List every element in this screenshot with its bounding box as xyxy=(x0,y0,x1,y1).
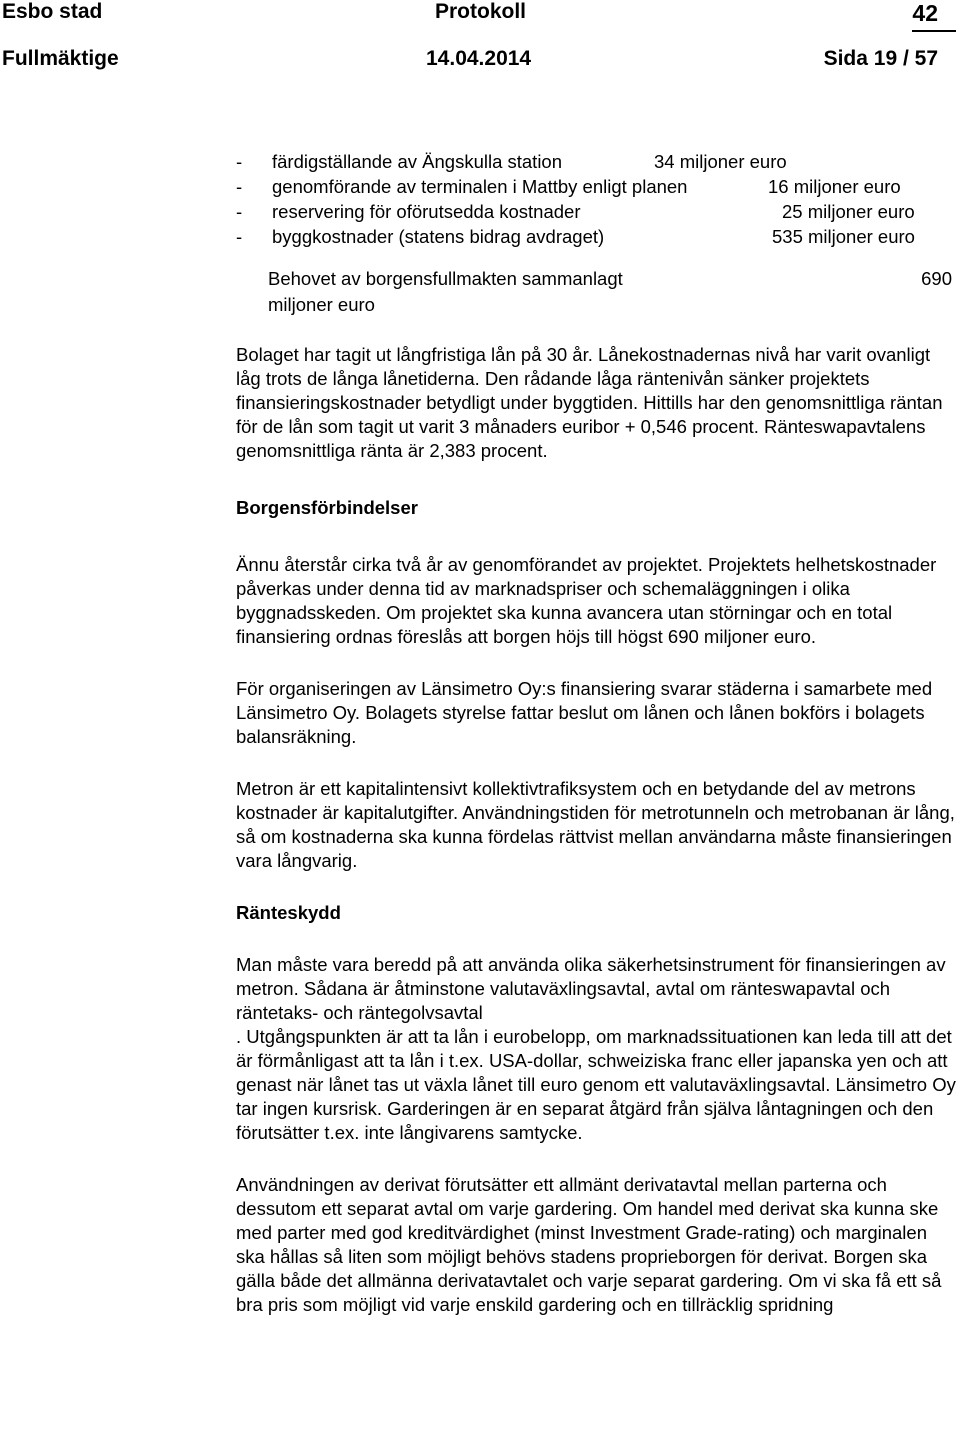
cost-item-label: genomförande av terminalen i Mattby enligt planen xyxy=(272,176,688,197)
cost-item xyxy=(236,150,956,175)
cost-item xyxy=(236,225,956,250)
page-number: 42 xyxy=(912,0,938,26)
paragraph-project-costs: Ännu återstår cirka två år av genomförandet av projektet. Projektets helhetskostnader påverkas under denna tid av marknadspriser och schemaläggningen i olika byggnadsskeden. Om projektet ska kunna avancera utan störningar och en total finansiering ordnas föreslås att borgen höjs till högst 690 miljoner euro. xyxy=(236,554,937,647)
cost-item-label: reservering för oförutsedda kostnader xyxy=(272,201,581,222)
meeting-date: 14.04.2014 xyxy=(426,47,532,70)
cost-item-amount: 25 miljoner euro xyxy=(782,201,915,222)
paragraph-loans: Bolaget har tagit ut långfristiga lån på 30 år. Lånekostnadernas nivå har varit ovanligt låg trots de långa lånetiderna. Den rådande låga räntenivån sänker projektets finansieringskostnader betydligt under byggtiden. Hittills har den genomsnittliga räntan för de lån som tagit ut varit 3 månaders euribor + 0,546 procent. Ränteswapavtalens genomsnittliga ränta är 2,383 procent. xyxy=(236,344,943,461)
cost-item xyxy=(236,200,956,225)
page-number-underline xyxy=(912,30,956,32)
list-dash: - xyxy=(236,226,243,247)
paragraph-currency: . Utgångspunkten är att ta lån i eurobelopp, om marknadssituationen kan leda till att det är förmånligast att ta lån i t.ex. USA-dollar, schweiziska franc eller japanska yen och att genast när lånet tas ut växla lånet till euro genom ett valutaväxlingsavtal. Länsimetro Oy tar ingen kursrisk. Garderingen är en separat åtgärd från själva låntagningen och den förutsätter t.ex. inte långivarens samtycke. xyxy=(236,1026,956,1143)
summary-label: Behovet av borgensfullmakten sammanlagt xyxy=(268,268,623,289)
summary-value: 690 xyxy=(921,268,952,289)
paragraph-instruments: Man måste vara beredd på att använda olika säkerhetsinstrument för finansieringen av metron. Sådana är åtminstone valutaväxlingsavtal, avtal om ränteswapavtal och räntetaks- och räntegolvsavtal xyxy=(236,954,946,1023)
summary-unit: miljoner euro xyxy=(268,294,375,315)
paragraph-organisation: För organiseringen av Länsimetro Oy:s finansiering svarar städerna i samarbete med Länsimetro Oy. Bolagets styrelse fattar beslut om lånen och lånen bokförs i bolagets balansräkning. xyxy=(236,678,933,747)
page-header-row-2 xyxy=(2,47,938,71)
cost-item-amount: 16 miljoner euro xyxy=(768,176,901,197)
cost-item-amount: 34 miljoner euro xyxy=(654,151,787,172)
page-info: Sida 19 / 57 xyxy=(823,47,938,70)
page-header-row-1 xyxy=(2,0,938,24)
section-heading-interest-hedging: Ränteskydd xyxy=(236,902,341,923)
document-body xyxy=(236,150,956,1317)
municipality-name: Esbo stad xyxy=(2,0,103,23)
document-type: Protokoll xyxy=(435,0,527,23)
cost-item-label: byggkostnader (statens bidrag avdraget) xyxy=(272,226,605,247)
cost-item-label: färdigställande av Ängskulla station xyxy=(272,151,563,172)
list-dash: - xyxy=(236,176,243,197)
section-heading-guarantees: Borgensförbindelser xyxy=(236,497,418,518)
cost-item xyxy=(236,175,956,200)
council-name: Fullmäktige xyxy=(2,47,119,70)
list-dash: - xyxy=(236,201,243,222)
guarantee-summary xyxy=(268,267,956,317)
cost-item-amount: 535 miljoner euro xyxy=(772,226,915,247)
paragraph-derivatives: Användningen av derivat förutsätter ett allmänt derivatavtal mellan parterna och dessutom ett separat avtal om varje gardering. Om handel med derivat ska kunna ske med parter med god kreditvärdighet (minst Investment Grade-rating) och marginalen ska hållas så liten som möjligt behövs stadens proprieborgen för derivat. Borgen ska gälla både det allmänna derivatavtalet och varje separat gardering. Om vi ska få ett så bra pris som möjligt vid varje enskild gardering och en tillräcklig spridning xyxy=(236,1174,942,1315)
list-dash: - xyxy=(236,151,243,172)
paragraph-capital: Metron är ett kapitalintensivt kollektivtrafiksystem och en betydande del av metrons kostnader är kapitalutgifter. Användningstiden för metrotunneln och metrobanan är lång, så om kostnaderna ska kunna fördelas rättvist mellan användarna måste finansieringen vara långvarig. xyxy=(236,778,955,871)
